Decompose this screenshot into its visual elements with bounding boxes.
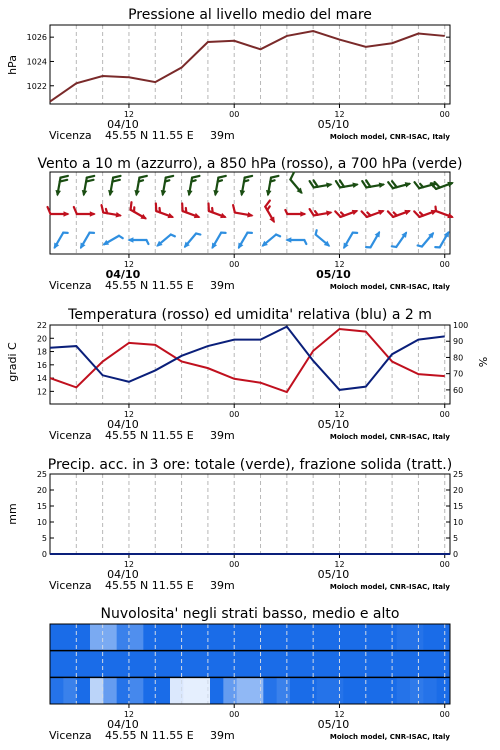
cloud-cell [317,624,331,651]
y2-tick-label: 10 [453,518,464,527]
cloud-cell [183,624,197,651]
wind-barb [48,207,70,217]
cloud-cell [437,677,451,704]
temperature-line [50,329,445,392]
precipitation-ylabel: mm [6,503,19,525]
x-tick-label: 00 [229,110,240,119]
barb-feather [366,180,370,186]
wind-barb [82,176,94,196]
wind-barb [80,233,94,249]
barb-feather [113,176,120,178]
wind-barb [265,201,275,224]
cloud-cell [50,677,64,704]
location-elevation: 39m [210,129,235,142]
barb-half-feather [267,206,269,210]
location-coords: 45.55 N 11.55 E [105,429,194,442]
date-label: 04/10 [105,268,141,281]
date-label: 05/10 [317,568,350,581]
barb-head [405,182,412,187]
location-elevation: 39m [210,429,235,442]
barb-head [379,182,385,188]
barb-head [404,210,411,215]
model-credit: Moloch model, CNR-ISAC, Italy [329,133,450,141]
x-tick-label: 12 [334,260,345,269]
barb-half-feather [420,212,423,215]
barb-head [55,190,61,196]
barb-half-feather [436,207,437,211]
barb-head [213,190,219,196]
barb-feather [131,202,132,210]
y-tick-label: 12 [36,387,47,397]
wind-barb [240,176,252,196]
y-tick-label: 1026 [26,33,47,43]
cloud-cell [210,624,224,651]
cloud-cell [63,677,77,704]
model-credit: Moloch model, CNR-ISAC, Italy [329,283,450,291]
barb-half-feather [316,230,317,234]
cloud-cell [317,677,331,704]
barb-head [240,190,246,196]
cloud-cover-title: Nuvolosita' negli strati basso, medio e alto [100,606,400,622]
cloud-cell [103,677,117,704]
pressure-line [50,31,445,101]
x-tick-label: 12 [123,110,135,119]
wind-barb [316,230,331,247]
wind-barb [55,176,67,196]
cloud-cell [263,677,277,704]
y2-tick-label: 0 [453,550,459,559]
wind-barb [187,176,199,196]
cloud-cell [210,677,224,704]
date-label: 04/10 [107,418,139,431]
barb-half-feather [304,240,306,244]
wind-barb [343,233,357,249]
cloud-cell [250,677,264,704]
location-coords: 45.55 N 11.55 E [105,579,194,592]
cloud-cell [437,624,451,651]
cloud-cell [103,651,117,678]
date-label: 04/10 [107,118,139,131]
cloud-cell [397,651,411,678]
cloud-cell [90,677,104,704]
cloud-cell [77,651,91,678]
pressure-ylabel: hPa [6,55,19,75]
cloud-cell [250,624,264,651]
location-elevation: 39m [210,279,235,292]
barb-head [447,182,454,187]
cloud-cell [383,677,397,704]
y-tick-label: 5 [41,534,47,543]
model-credit: Moloch model, CNR-ISAC, Italy [329,733,450,741]
x-tick-label: 12 [123,710,135,719]
barb-head [326,210,332,216]
barb-head [300,211,306,217]
wind-barb [285,237,306,244]
cloud-cell [183,651,197,678]
date-label: 04/10 [107,568,139,581]
cloud-cell [290,651,304,678]
cloud-cell [237,624,251,651]
cloud-cell [130,624,144,651]
cloud-cell [117,677,131,704]
wind-barb [266,176,278,196]
cloud-cell [423,624,437,651]
wind-barb [414,210,437,217]
barb-half-feather [106,209,107,213]
cloud-cell [370,651,384,678]
cloud-cell [290,624,304,651]
x-tick-label: 12 [334,110,345,119]
barb-head [285,237,291,243]
cloud-cell [237,651,251,678]
wind-barb [134,176,146,196]
barb-feather [415,182,420,188]
barb-head [220,213,227,218]
barb-feather [192,176,199,178]
wind-barb [127,237,148,244]
wind-barb [108,176,120,196]
wind-barb [156,235,175,247]
barb-half-feather [119,236,123,238]
cloud-cell [357,651,371,678]
temperature-title: Temperatura (rosso) ed umidita' relativa (blu) a 2 m [68,307,432,323]
y2-tick-label: 25 [453,470,464,479]
cloud-cell [343,677,357,704]
cloud-cell [197,624,211,651]
barb-half-feather [418,245,422,246]
wind-barb [336,180,359,188]
wind-barb [182,203,200,218]
barb-half-feather [171,235,175,237]
y2-tick-label: 80 [453,353,464,363]
cloud-cell [223,651,237,678]
x-tick-label: 00 [439,410,450,419]
barb-half-feather [196,233,200,234]
barb-head [127,237,133,243]
cloud-cell [157,624,171,651]
cloud-cell [157,677,171,704]
barb-feather [166,176,173,178]
location-elevation: 39m [210,729,235,742]
cloud-cell [437,651,451,678]
cloud-cell [410,651,424,678]
cloud-cell [277,677,291,704]
cloud-cell [210,651,224,678]
pressure-title: Pressione al livello medio del mare [128,7,372,23]
location-coords: 45.55 N 11.55 E [105,129,194,142]
barb-head [326,182,332,188]
wind-barb [362,180,385,188]
plot-frame [50,474,450,554]
barb-feather [102,205,104,212]
location-name: Vicenza [49,729,92,742]
y-tick-label: 0 [41,550,47,559]
barb-feather [340,180,344,186]
y-tick-label: 25 [36,470,47,479]
barb-half-feather [341,212,344,215]
wind-panel [37,156,462,292]
wind-title: Vento a 10 m (azzurro), a 850 hPa (rosso), a 700 hPa (verde) [37,156,463,172]
x-tick-label: 12 [123,260,135,269]
wind-barb [233,205,253,217]
y2-tick-label: 100 [453,321,469,330]
wind-barb [103,236,123,246]
y2-tick-label: 90 [453,337,464,347]
barb-half-feather [392,246,396,247]
barb-head [64,211,70,217]
wind-barb [418,232,435,247]
wind-barb [435,231,449,247]
wind-barb [213,176,225,196]
wind-barb [74,207,96,217]
y2-tick-label: 15 [453,502,464,511]
wind-barb [54,233,68,249]
wind-barb [208,203,226,218]
x-tick-label: 12 [123,560,135,569]
cloud-cell [117,624,131,651]
location-name: Vicenza [49,429,92,442]
cloud-cell [117,651,131,678]
barb-half-feather [191,180,195,181]
location-name: Vicenza [49,129,92,142]
barb-half-feather [244,180,248,181]
barb-feather [290,173,293,180]
cloud-cell [357,677,371,704]
wind-barb [388,181,411,188]
barb-feather [60,176,67,178]
date-label: 05/10 [316,268,351,281]
cloud-cell [370,624,384,651]
y-tick-label: 20 [36,486,47,495]
cloud-cell [77,624,91,651]
cloud-cell [357,624,371,651]
cloud-cell [423,651,437,678]
barb-half-feather [270,180,274,181]
barb-half-feather [218,180,222,181]
x-tick-label: 00 [229,710,240,719]
barb-feather [245,176,252,178]
wind-barb [184,233,201,248]
cloud-cover-panel [49,606,451,742]
x-tick-label: 00 [439,560,450,569]
wind-barb [156,203,174,218]
cloud-cell [330,651,344,678]
barb-feather [314,180,318,186]
barb-half-feather [276,235,280,237]
barb-half-feather [394,212,397,215]
cloud-cell [130,651,144,678]
barb-head [134,190,140,196]
barb-head [187,190,193,196]
barb-head [82,190,88,196]
x-tick-label: 00 [439,710,450,719]
cloud-cell [383,651,397,678]
date-label: 05/10 [317,118,350,131]
humidity-ylabel: % [477,356,490,368]
date-label: 04/10 [107,718,139,731]
cloud-cell [157,651,171,678]
cloud-cell [130,677,144,704]
barb-feather [87,176,94,178]
barb-head [168,213,175,218]
temperature-ylabel: gradi C [6,342,19,382]
barb-feather [139,176,146,178]
cloud-cell [330,677,344,704]
barb-head [266,190,272,196]
x-tick-label: 00 [439,110,450,119]
barb-half-feather [367,212,370,215]
cloud-cell [263,624,277,651]
barb-head [90,211,96,217]
cloud-cell [410,624,424,651]
y-tick-label: 1024 [26,57,47,67]
x-tick-label: 00 [229,260,240,269]
plot-frame [50,325,450,404]
y2-tick-label: 20 [453,486,464,495]
cloud-cell [250,651,264,678]
barb-head [378,210,385,215]
wind-barb [131,202,147,219]
wind-barb [366,231,380,247]
wind-barb [212,233,226,249]
barb-head [352,210,359,215]
barb-head [108,190,114,196]
wind-barb [102,205,122,217]
cloud-cell [383,624,397,651]
wind-barb [285,210,306,217]
cloud-cell [197,677,211,704]
y-tick-label: 18 [36,347,47,357]
barb-feather [218,176,225,178]
x-tick-label: 00 [229,560,240,569]
date-label: 05/10 [317,718,350,731]
cloud-cell [343,624,357,651]
location-coords: 45.55 N 11.55 E [105,729,194,742]
barb-half-feather [165,180,169,181]
temperature-humidity-panel [6,307,490,442]
x-tick-label: 00 [439,260,450,269]
x-tick-label: 12 [334,560,345,569]
y-tick-label: 14 [36,374,47,384]
y-tick-label: 20 [36,334,47,344]
barb-half-feather [420,184,423,187]
date-label: 05/10 [317,418,350,431]
wind-barb [261,235,280,247]
cloud-cell [90,624,104,651]
cloud-cell [50,624,64,651]
plot-frame [50,25,450,104]
precipitation-panel [6,457,463,592]
cloud-cell [77,677,91,704]
cloud-cell [303,624,317,651]
cloud-cell [397,677,411,704]
y-tick-label: 10 [36,518,47,527]
x-tick-label: 12 [123,410,135,419]
y-tick-label: 16 [36,360,47,370]
wind-barb [335,210,358,217]
wind-barb [392,231,407,247]
cloud-cell [330,624,344,651]
barb-half-feather [186,208,187,212]
cloud-cell [277,651,291,678]
cloud-cell [223,624,237,651]
wind-barb [238,233,252,249]
barb-feather [233,205,235,212]
cloud-cell [223,677,237,704]
x-tick-label: 00 [229,410,240,419]
location-coords: 45.55 N 11.55 E [105,279,194,292]
precipitation-title: Precip. acc. in 3 ore: totale (verde), frazione solida (tratt.) [47,457,453,473]
y-tick-label: 22 [36,321,47,330]
cloud-cell [237,677,251,704]
cloud-cell [423,677,437,704]
model-credit: Moloch model, CNR-ISAC, Italy [329,433,450,441]
y-tick-label: 1022 [26,81,47,91]
cloud-cell [303,677,317,704]
location-name: Vicenza [49,279,92,292]
cloud-cell [90,651,104,678]
cloud-cell [290,677,304,704]
cloud-cell [103,624,117,651]
x-tick-label: 12 [334,410,345,419]
cloud-cell [303,651,317,678]
barb-half-feather [146,240,148,244]
model-credit: Moloch model, CNR-ISAC, Italy [329,583,450,591]
barb-half-feather [139,180,143,181]
barb-half-feather [212,208,213,212]
cloud-cell [397,624,411,651]
wind-barb [310,180,333,188]
barb-feather [271,176,278,178]
cloud-cell [50,651,64,678]
y2-tick-label: 60 [453,385,464,395]
cloud-cell [63,624,77,651]
wind-barb [161,176,173,196]
barb-half-feather [160,208,161,212]
barb-head [116,212,122,218]
cloud-cell [183,677,197,704]
barb-head [447,213,454,218]
y-tick-label: 15 [36,502,47,511]
cloud-cell [410,677,424,704]
cloud-cell [63,651,77,678]
wind-barb [290,173,302,194]
y2-tick-label: 5 [453,534,459,543]
wind-barb [362,210,385,217]
y2-tick-label: 70 [453,369,464,379]
location-elevation: 39m [210,579,235,592]
location-name: Vicenza [49,579,92,592]
x-tick-label: 12 [334,710,345,719]
cloud-cell [197,651,211,678]
wind-barb [388,210,411,217]
pressure-panel [6,7,450,142]
cloud-cell [343,651,357,678]
cloud-cell [317,651,331,678]
cloud-cell [370,677,384,704]
barb-head [352,182,358,188]
cloud-cell [277,624,291,651]
barb-head [247,212,253,218]
barb-head [161,190,167,196]
cloud-cell [263,651,277,678]
barb-head [194,213,201,218]
